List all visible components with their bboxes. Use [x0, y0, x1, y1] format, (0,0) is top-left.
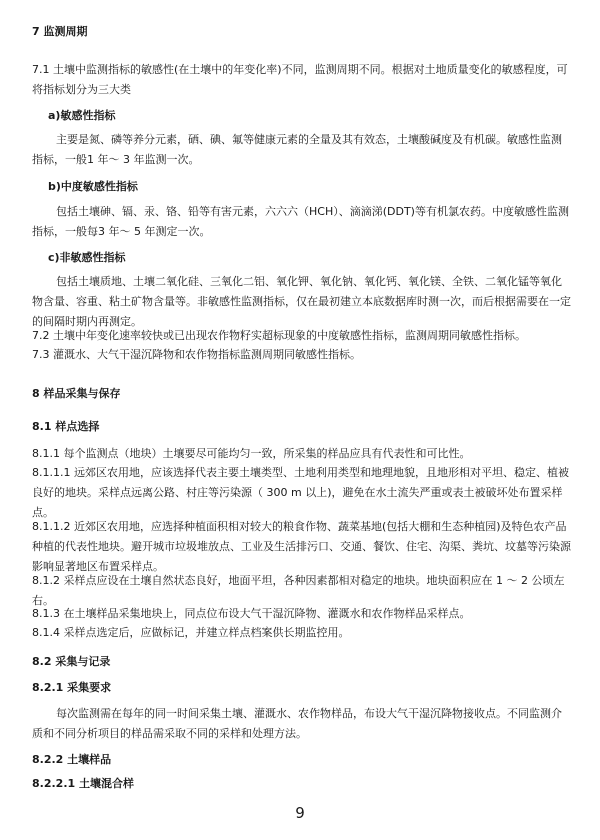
- para-8-1-2: 8.1.2 采样点应设在土壤自然状态良好，地面平坦，各种因素都相对稳定的地块。地块面积应在 1 ～ 2 公顷左右。: [32, 574, 565, 607]
- para-7-2: 7.2 土壤中年变化速率较快或已出现农作物籽实超标现象的中度敏感性指标，监测周期同敏感性指标。: [32, 329, 526, 342]
- para-8-1-1: 8.1.1 每个监测点（地块）土壤要尽可能均匀一致，所采集的样品应具有代表性和可比性。: [32, 447, 471, 460]
- heading-8-2: 8.2 采集与记录: [32, 655, 111, 668]
- para-8-1-1-2: 8.1.1.2 近郊区农用地，应选择种植面积相对较大的粮食作物、蔬菜基地(包括大棚和生态种植园)及特色农产品种植的代表性地块。避开城市垃圾堆放点、工业及生活排污口、交通、餐饮、住宅、沟渠、粪坑、坟墓等污染源影响显著地区布置采样点。: [32, 520, 571, 573]
- heading-8-1: 8.1 样点选择: [32, 420, 100, 433]
- subheading-b: b)中度敏感性指标: [48, 180, 138, 193]
- para-7-3: 7.3 灌溉水、大气干湿沉降物和农作物指标监测周期同敏感性指标。: [32, 348, 361, 361]
- para-8-1-3: 8.1.3 在土壤样品采集地块上，同点位布设大气干湿沉降物、灌溉水和农作物样品采样点。: [32, 607, 471, 620]
- page-number: 9: [295, 804, 305, 822]
- section-7-heading: 7 监测周期: [32, 25, 88, 38]
- section-8-heading: 8 样品采集与保存: [32, 387, 121, 400]
- para-a-body: 主要是氮、磷等养分元素，硒、碘、氟等健康元素的全量及其有效态，土壤酸碱度及有机碳。敏感性监测指标，一般1 年～ 3 年监测一次。: [32, 133, 562, 166]
- para-8-2-1-body: 每次监测需在每年的同一时间采集土壤、灌溉水、农作物样品，布设大气干湿沉降物接收点。不同监测介质和不同分析项目的样品需采取不同的采样和处理方法。: [32, 707, 562, 740]
- heading-8-2-1: 8.2.1 采集要求: [32, 681, 112, 694]
- para-8-1-4: 8.1.4 采样点选定后，应做标记，并建立样点档案供长期监控用。: [32, 626, 350, 639]
- subheading-a: a)敏感性指标: [48, 109, 116, 122]
- para-b-body: 包括土壤砷、镉、汞、铬、铅等有害元素，六六六（HCH）、滴滴涕(DDT)等有机氯农药。中度敏感性监测指标，一般每3 年～ 5 年测定一次。: [32, 205, 569, 238]
- heading-8-2-2-1: 8.2.2.1 土壤混合样: [32, 777, 134, 790]
- subheading-c: c)非敏感性指标: [48, 251, 126, 264]
- heading-8-2-2: 8.2.2 土壤样品: [32, 753, 112, 766]
- para-8-1-1-1: 8.1.1.1 远郊区农用地，应该选择代表主要土壤类型、土地利用类型和地理地貌，且地形相对平坦、稳定、植被良好的地块。采样点远离公路、村庄等污染源（ 300 m 以上)，避免在水土流失严重或表土被破坏处布置采样点。: [32, 466, 569, 519]
- para-7-1: 7.1 土壤中监测指标的敏感性(在土壤中的年变化率)不同，监测周期不同。根据对土地质量变化的敏感程度，可将指标划分为三大类: [32, 63, 568, 96]
- para-c-body: 包括土壤质地、土壤二氧化硅、三氧化二铝、氧化钾、氧化钠、氧化钙、氧化镁、全铁、二氧化锰等氧化物含量、容重、粘土矿物含量等。非敏感性监测指标，仅在最初建立本底数据库时测一次，而后根据需要在一定的间隔时期内再测定。: [32, 275, 571, 328]
